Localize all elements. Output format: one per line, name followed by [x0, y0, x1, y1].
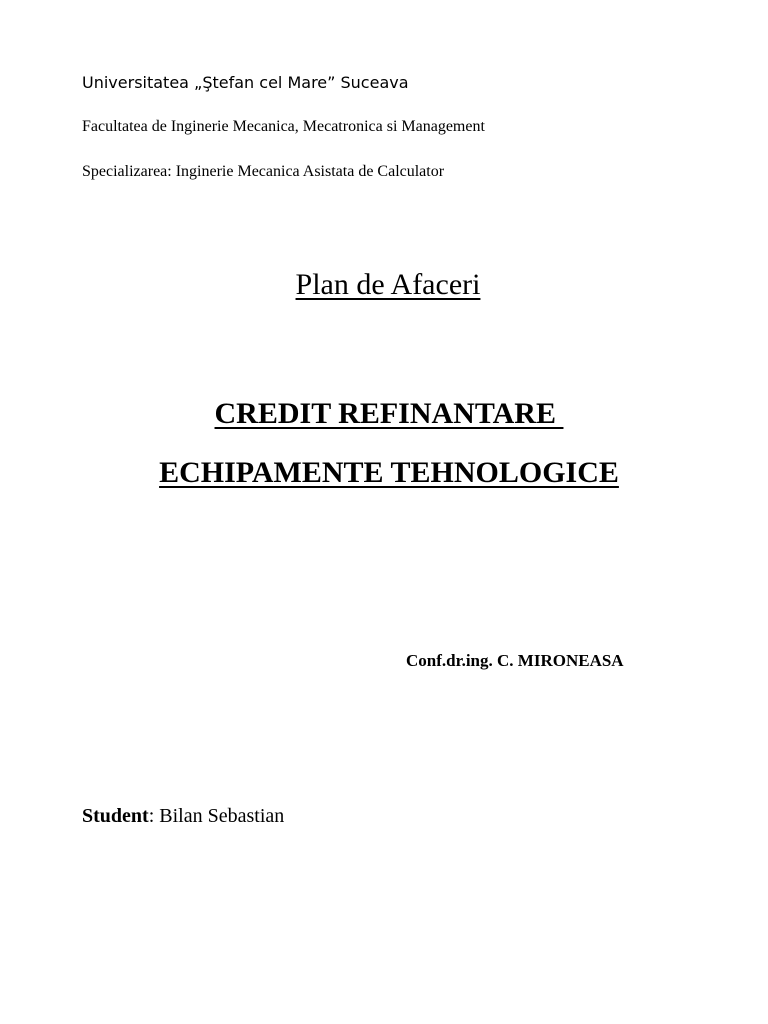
student-label: Student [82, 805, 149, 827]
student-line [82, 805, 284, 828]
student-name: Bilan Sebastian [154, 805, 285, 827]
university-name: Universitatea „Ştefan cel Mare” Suceava [82, 73, 409, 92]
student-separator: : [148, 805, 155, 827]
specialization: Specializarea: Inginerie Mecanica Asistata de Calculator [82, 163, 445, 180]
document-type: Plan de Afaceri [295, 268, 481, 301]
title-line-1: CREDIT REFINANTARE [214, 397, 564, 430]
supervisor-name: Conf.dr.ing. C. MIRONEASA [406, 651, 624, 670]
title-line-2: ECHIPAMENTE TEHNOLOGICE [159, 456, 619, 489]
faculty-name: Facultatea de Inginerie Mecanica, Mecatronica si Management [82, 118, 485, 135]
